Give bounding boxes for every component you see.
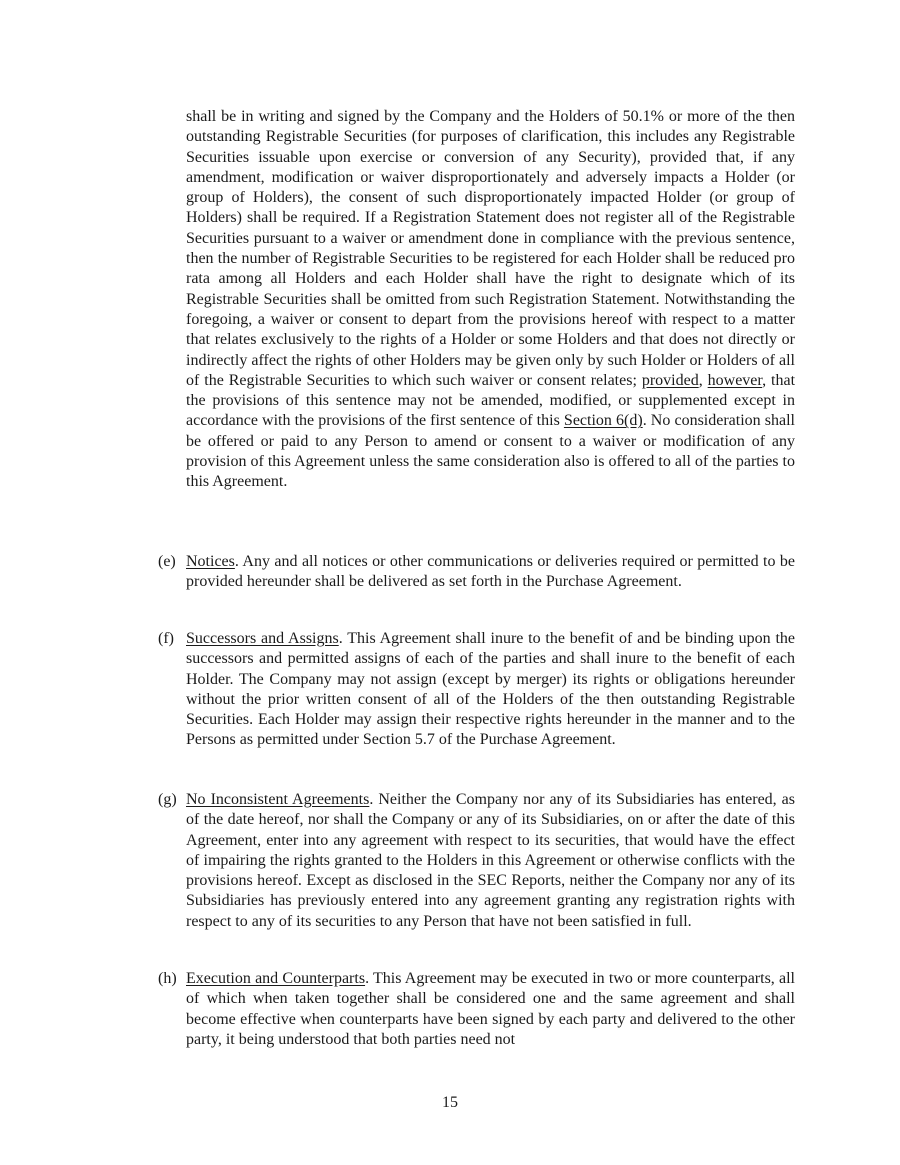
- section-h-label: (h): [158, 970, 177, 987]
- page-number: 15: [442, 1094, 458, 1111]
- section-f-label: (f): [158, 630, 174, 647]
- section-e-heading: Notices: [186, 553, 235, 570]
- section-h-paragraph: [186, 969, 795, 1050]
- continuation-text-a: shall be in writing and signed by the Company and the Holders of 50.1% or more of the then outstanding Registrable Securities (for purposes of clarification, this includes any Registrable Securities issuable upon exercise or conversion of any Security), provided that, if any amendment, modification or waiver disproportionately and adversely impacts a Holder (or group of Holders), the consent of such disproportionately impacted Holder (or group of Holders) shall be required. If a Registration Statement does not register all of the Registrable Securities pursuant to a waiver or amendment done in compliance with the previous sentence, then the number of Registrable Securities to be registered for each Holder shall be reduced pro rata among all Holders and each Holder shall have the right to designate which of its Registrable Securities shall be omitted from such Registration Statement. Notwithstanding the foregoing, a waiver or consent to depart from the provisions hereof with respect to a matter that relates exclusively to the rights of a Holder or some Holders and that does not directly or indirectly affect the rights of other Holders may be given only by such Holder or Holders of all of the Registrable Securities to which such waiver or consent relates;: [186, 108, 795, 389]
- comma-separator: ,: [698, 371, 708, 389]
- section-g-heading: No Inconsistent Agreements: [186, 791, 370, 808]
- section-g-paragraph: [186, 790, 795, 932]
- section-g-label: (g): [158, 791, 177, 808]
- provided-term: provided: [641, 371, 699, 389]
- section-6d-reference: Section 6(d): [563, 412, 643, 430]
- section-e-body: . Any and all notices or other communications or deliveries required or permitted to be provided hereunder shall be delivered as set forth in the Purchase Agreement.: [186, 553, 795, 591]
- section-f-paragraph: [186, 629, 795, 751]
- section-g-body: . Neither the Company nor any of its Subsidiaries has entered, as of the date hereof, nor shall the Company or any of its Subsidiaries, on or after the date of this Agreement, enter into any agreement with respect to its securities, that would have the effect of impairing the rights granted to the Holders in this Agreement or otherwise conflicts with the provisions hereof. Except as disclosed in the SEC Reports, neither the Company nor any of its Subsidiaries has previously entered into any agreement granting any registration rights with respect to any of its securities to any Person that have not been satisfied in full.: [186, 791, 796, 930]
- section-h-body: . This Agreement may be executed in two or more counterparts, all of which when taken together shall be considered one and the same agreement and shall become effective when counterparts have been signed by each party and delivered to the other party, it being understood that both parties need not: [186, 970, 795, 1048]
- section-e-paragraph: [186, 552, 795, 593]
- continuation-text-b: , that the provisions of this sentence may not be amended, modified, or supplemented except in accordance with the provisions of the first sentence of this: [186, 371, 796, 430]
- section-e-label: (e): [158, 553, 176, 570]
- section-d-continuation: [186, 107, 795, 493]
- section-h-heading: Execution and Counterparts: [186, 970, 366, 987]
- however-term: however: [707, 371, 763, 389]
- section-f-body: . This Agreement shall inure to the benefit of and be binding upon the successors and permitted assigns of each of the parties and shall inure to the benefit of each Holder. The Company may not assign (except by merger) its rights or obligations hereunder without the prior written consent of all of the Holders of the then outstanding Registrable Securities. Each Holder may assign their respective rights hereunder in the manner and to the Persons as permitted under Section 5.7 of the Purchase Agreement.: [186, 630, 796, 749]
- section-f-heading: Successors and Assigns: [186, 630, 339, 647]
- continuation-text-c: . No consideration shall be offered or paid to any Person to amend or consent to a waiver or modification of any provision of this Agreement unless the same consideration also is offered to all of the parties to this Agreement.: [186, 412, 795, 491]
